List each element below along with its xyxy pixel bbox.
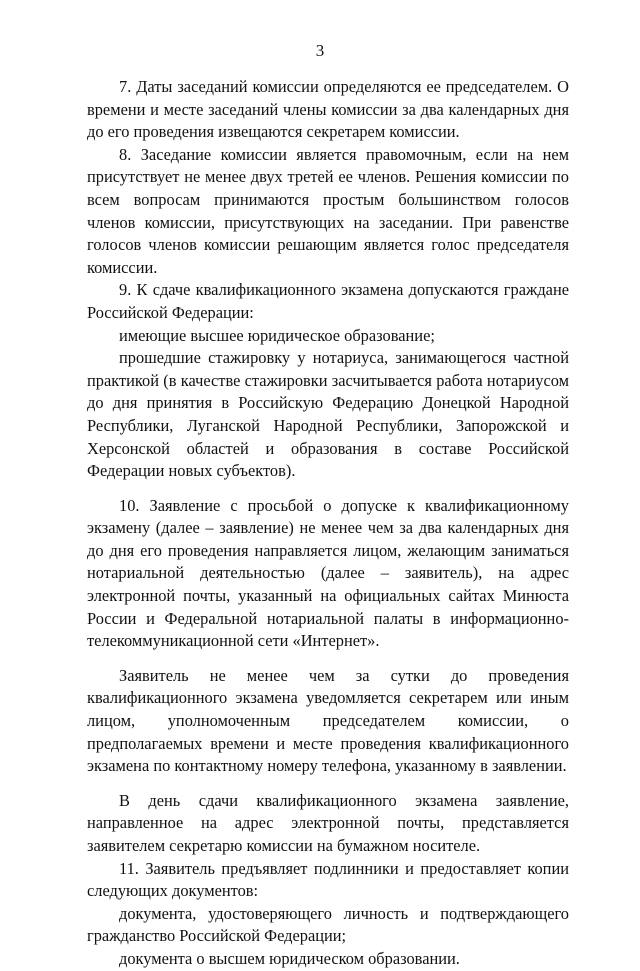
paper-application: В день сдачи квалификационного экзамена заявление, направленное на адрес электронной почты, представляется заявителем секретарю комиссии на бумажном носителе. — [87, 790, 569, 855]
applicant-notification: Заявитель не менее чем за сутки до проведения квалификационного экзамена уведомляется секретарем или иным лицом, уполномоченным председателем комиссии, о предполагаемых времени и месте проведения квалификационного экзамена по контактному номеру телефона, указанному в заявлении. — [87, 665, 569, 776]
document-body — [87, 76, 569, 971]
document-identity: документа, удостоверяющего личность и подтверждающего гражданство Российской Федерации; — [87, 903, 569, 946]
paragraph-8-quorum: 8. Заседание комиссии является правомочным, если на нем присутствует не менее двух третей ее членов. Решения комиссии по всем вопросам принимаются простым большинством голосов членов комиссии, присутствующих на заседании. При равенстве голосов членов комиссии решающим является голос председателя комиссии. — [87, 144, 569, 277]
paragraph-11-documents: 11. Заявитель предъявляет подлинники и предоставляет копии следующих документов: — [87, 858, 569, 901]
admission-condition-internship: прошедшие стажировку у нотариуса, занимающегося частной практикой (в качестве стажировки засчитывается работа нотариусом до дня принятия в Российскую Федерацию Донецкой Народной Республики, Луганской Народной Республики, Запорожской и Херсонской областей и образования в составе Российской Федерации новых субъектов). — [87, 348, 569, 481]
page-number: 3 — [315, 41, 325, 60]
paragraph-7-meeting-dates: 7. Даты заседаний комиссии определяются ее председателем. О времени и месте заседаний члены комиссии за два календарных дня до его проведения извещаются секретарем комиссии. — [87, 77, 569, 142]
admission-condition-education: имеющие высшее юридическое образование; — [119, 325, 435, 345]
document-education: документа о высшем юридическом образовании. — [119, 948, 460, 968]
paragraph-9-admission: 9. К сдаче квалификационного экзамена допускаются граждане Российской Федерации: — [87, 280, 569, 322]
paragraph-10-application: 10. Заявление с просьбой о допуске к квалификационному экзамену (далее – заявление) не менее чем за два календарных дня до дня его проведения направляется лицом, желающим заниматься нотариальной деятельностью (далее – заявитель), на адрес электронной почты, указанный на официальных сайтах Минюста России и Федеральной нотариальной палаты в информационно-телекоммуникационной сети «Интернет». — [87, 495, 569, 651]
